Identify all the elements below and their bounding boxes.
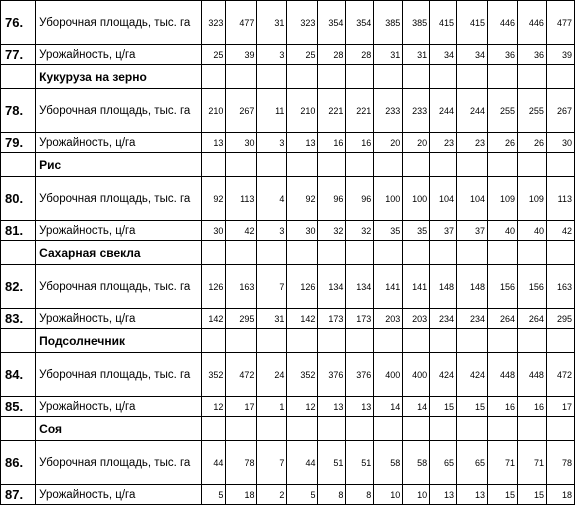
- value-cell: 25: [287, 45, 318, 65]
- value-cell: 255: [518, 89, 547, 133]
- value-cell: 104: [457, 177, 488, 221]
- empty-cell: [374, 65, 403, 89]
- value-cell: 234: [430, 309, 457, 329]
- table-row: [1, 309, 575, 329]
- value-cell: 134: [346, 265, 374, 309]
- value-cell: 78: [226, 441, 257, 485]
- value-cell: 233: [374, 89, 403, 133]
- value-cell: 26: [488, 133, 518, 153]
- indicator-label: Уборочная площадь, тыс. га: [36, 441, 201, 485]
- empty-cell: [457, 153, 488, 177]
- empty-cell: [546, 329, 574, 353]
- value-cell: 400: [403, 353, 430, 397]
- table-row: [1, 265, 575, 309]
- value-cell: 141: [374, 265, 403, 309]
- value-cell: 424: [457, 353, 488, 397]
- value-cell: 109: [488, 177, 518, 221]
- value-cell: 264: [518, 309, 547, 329]
- section-title: Подсолнечник: [36, 329, 201, 353]
- value-cell: 203: [374, 309, 403, 329]
- empty-cell: [518, 65, 547, 89]
- value-cell: 15: [457, 397, 488, 417]
- indicator-label: Уборочная площадь, тыс. га: [36, 1, 201, 45]
- empty-cell: [346, 65, 374, 89]
- value-cell: 148: [430, 265, 457, 309]
- section-title: Сахарная свекла: [36, 241, 201, 265]
- table-row: [1, 45, 575, 65]
- indicator-label: Уборочная площадь, тыс. га: [36, 265, 201, 309]
- value-cell: 28: [346, 45, 374, 65]
- value-cell: 8: [346, 485, 374, 505]
- value-cell: 92: [287, 177, 318, 221]
- empty-cell: [226, 65, 257, 89]
- empty-cell: [201, 329, 226, 353]
- table-row: [1, 89, 575, 133]
- value-cell: 126: [201, 265, 226, 309]
- value-cell: 295: [226, 309, 257, 329]
- value-cell: 18: [546, 485, 574, 505]
- value-cell: 39: [226, 45, 257, 65]
- value-cell: 32: [318, 221, 346, 241]
- value-cell: 267: [226, 89, 257, 133]
- value-cell: 100: [403, 177, 430, 221]
- empty-cell: [226, 329, 257, 353]
- value-cell: 210: [287, 89, 318, 133]
- empty-cell: [403, 241, 430, 265]
- empty-cell: [546, 241, 574, 265]
- value-cell: 16: [518, 397, 547, 417]
- value-cell: 203: [403, 309, 430, 329]
- value-cell: 34: [430, 45, 457, 65]
- value-cell: 354: [318, 1, 346, 45]
- empty-cell: [226, 417, 257, 441]
- empty-cell: [374, 329, 403, 353]
- value-cell: 31: [374, 45, 403, 65]
- value-cell: 448: [518, 353, 547, 397]
- value-cell: 39: [546, 45, 574, 65]
- value-cell: 58: [403, 441, 430, 485]
- row-number-cell: [1, 241, 36, 265]
- value-cell: 11: [257, 89, 287, 133]
- value-cell: 78: [546, 441, 574, 485]
- value-cell: 113: [226, 177, 257, 221]
- value-cell: 37: [457, 221, 488, 241]
- value-cell: 415: [430, 1, 457, 45]
- value-cell: 100: [374, 177, 403, 221]
- empty-cell: [287, 241, 318, 265]
- value-cell: 264: [488, 309, 518, 329]
- value-cell: 472: [546, 353, 574, 397]
- indicator-label: Урожайность, ц/га: [36, 45, 201, 65]
- indicator-label: Урожайность, ц/га: [36, 133, 201, 153]
- value-cell: 8: [318, 485, 346, 505]
- value-cell: 3: [257, 221, 287, 241]
- value-cell: 3: [257, 45, 287, 65]
- section-header-row: [1, 329, 575, 353]
- value-cell: 13: [457, 485, 488, 505]
- value-cell: 23: [430, 133, 457, 153]
- value-cell: 233: [403, 89, 430, 133]
- value-cell: 12: [201, 397, 226, 417]
- value-cell: 92: [201, 177, 226, 221]
- row-number: 86.: [1, 441, 36, 485]
- value-cell: 44: [201, 441, 226, 485]
- value-cell: 18: [226, 485, 257, 505]
- empty-cell: [346, 329, 374, 353]
- value-cell: 7: [257, 265, 287, 309]
- value-cell: 4: [257, 177, 287, 221]
- value-cell: 15: [518, 485, 547, 505]
- value-cell: 35: [374, 221, 403, 241]
- empty-cell: [346, 241, 374, 265]
- value-cell: 20: [374, 133, 403, 153]
- value-cell: 12: [287, 397, 318, 417]
- empty-cell: [488, 417, 518, 441]
- table-row: [1, 397, 575, 417]
- value-cell: 3: [257, 133, 287, 153]
- value-cell: 109: [518, 177, 547, 221]
- value-cell: 35: [403, 221, 430, 241]
- value-cell: 28: [318, 45, 346, 65]
- empty-cell: [488, 153, 518, 177]
- empty-cell: [488, 65, 518, 89]
- value-cell: 221: [346, 89, 374, 133]
- empty-cell: [318, 241, 346, 265]
- empty-cell: [518, 153, 547, 177]
- empty-cell: [403, 329, 430, 353]
- table-row: [1, 221, 575, 241]
- row-number: 81.: [1, 221, 36, 241]
- value-cell: 5: [201, 485, 226, 505]
- indicator-label: Урожайность, ц/га: [36, 485, 201, 505]
- value-cell: 163: [546, 265, 574, 309]
- value-cell: 13: [346, 397, 374, 417]
- value-cell: 10: [403, 485, 430, 505]
- value-cell: 13: [201, 133, 226, 153]
- value-cell: 71: [518, 441, 547, 485]
- value-cell: 36: [518, 45, 547, 65]
- empty-cell: [346, 417, 374, 441]
- row-number-cell: [1, 65, 36, 89]
- empty-cell: [518, 241, 547, 265]
- empty-cell: [318, 417, 346, 441]
- empty-cell: [457, 65, 488, 89]
- value-cell: 31: [403, 45, 430, 65]
- value-cell: 210: [201, 89, 226, 133]
- value-cell: 51: [346, 441, 374, 485]
- value-cell: 96: [346, 177, 374, 221]
- value-cell: 244: [430, 89, 457, 133]
- indicator-label: Уборочная площадь, тыс. га: [36, 177, 201, 221]
- value-cell: 36: [488, 45, 518, 65]
- value-cell: 13: [287, 133, 318, 153]
- value-cell: 472: [226, 353, 257, 397]
- value-cell: 24: [257, 353, 287, 397]
- value-cell: 113: [546, 177, 574, 221]
- value-cell: 156: [518, 265, 547, 309]
- empty-cell: [518, 417, 547, 441]
- empty-cell: [403, 153, 430, 177]
- value-cell: 20: [403, 133, 430, 153]
- value-cell: 40: [518, 221, 547, 241]
- value-cell: 142: [287, 309, 318, 329]
- empty-cell: [318, 329, 346, 353]
- value-cell: 295: [546, 309, 574, 329]
- value-cell: 477: [226, 1, 257, 45]
- value-cell: 58: [374, 441, 403, 485]
- empty-cell: [346, 153, 374, 177]
- empty-cell: [374, 417, 403, 441]
- table-row: [1, 1, 575, 45]
- value-cell: 352: [201, 353, 226, 397]
- value-cell: 30: [201, 221, 226, 241]
- value-cell: 415: [457, 1, 488, 45]
- value-cell: 255: [488, 89, 518, 133]
- value-cell: 26: [518, 133, 547, 153]
- table-row: [1, 485, 575, 505]
- empty-cell: [430, 329, 457, 353]
- empty-cell: [546, 153, 574, 177]
- value-cell: 448: [488, 353, 518, 397]
- row-number: 76.: [1, 1, 36, 45]
- empty-cell: [488, 241, 518, 265]
- value-cell: 30: [546, 133, 574, 153]
- empty-cell: [257, 241, 287, 265]
- empty-cell: [318, 65, 346, 89]
- value-cell: 16: [318, 133, 346, 153]
- value-cell: 23: [457, 133, 488, 153]
- value-cell: 42: [226, 221, 257, 241]
- section-header-row: [1, 417, 575, 441]
- value-cell: 15: [430, 397, 457, 417]
- empty-cell: [374, 241, 403, 265]
- empty-cell: [257, 417, 287, 441]
- value-cell: 104: [430, 177, 457, 221]
- value-cell: 16: [488, 397, 518, 417]
- empty-cell: [257, 329, 287, 353]
- value-cell: 17: [226, 397, 257, 417]
- empty-cell: [201, 417, 226, 441]
- value-cell: 234: [457, 309, 488, 329]
- empty-cell: [430, 241, 457, 265]
- value-cell: 424: [430, 353, 457, 397]
- empty-cell: [257, 65, 287, 89]
- empty-cell: [403, 65, 430, 89]
- empty-cell: [546, 417, 574, 441]
- empty-cell: [287, 417, 318, 441]
- value-cell: 173: [318, 309, 346, 329]
- value-cell: 376: [346, 353, 374, 397]
- value-cell: 134: [318, 265, 346, 309]
- empty-cell: [403, 417, 430, 441]
- value-cell: 352: [287, 353, 318, 397]
- empty-cell: [287, 153, 318, 177]
- value-cell: 2: [257, 485, 287, 505]
- value-cell: 71: [488, 441, 518, 485]
- empty-cell: [430, 417, 457, 441]
- value-cell: 40: [488, 221, 518, 241]
- row-number-cell: [1, 417, 36, 441]
- value-cell: 14: [374, 397, 403, 417]
- empty-cell: [287, 329, 318, 353]
- value-cell: 477: [546, 1, 574, 45]
- table-body: [1, 1, 575, 505]
- value-cell: 32: [346, 221, 374, 241]
- value-cell: 446: [518, 1, 547, 45]
- value-cell: 34: [457, 45, 488, 65]
- empty-cell: [430, 153, 457, 177]
- row-number: 87.: [1, 485, 36, 505]
- table-row: [1, 441, 575, 485]
- value-cell: 141: [403, 265, 430, 309]
- row-number: 79.: [1, 133, 36, 153]
- value-cell: 44: [287, 441, 318, 485]
- value-cell: 15: [488, 485, 518, 505]
- indicator-label: Уборочная площадь, тыс. га: [36, 353, 201, 397]
- value-cell: 163: [226, 265, 257, 309]
- row-number: 82.: [1, 265, 36, 309]
- indicator-label: Урожайность, ц/га: [36, 309, 201, 329]
- value-cell: 10: [374, 485, 403, 505]
- empty-cell: [201, 153, 226, 177]
- value-cell: 51: [318, 441, 346, 485]
- value-cell: 30: [226, 133, 257, 153]
- empty-cell: [457, 329, 488, 353]
- value-cell: 31: [257, 309, 287, 329]
- indicator-label: Урожайность, ц/га: [36, 221, 201, 241]
- section-header-row: [1, 241, 575, 265]
- value-cell: 17: [546, 397, 574, 417]
- value-cell: 156: [488, 265, 518, 309]
- row-number-cell: [1, 329, 36, 353]
- value-cell: 446: [488, 1, 518, 45]
- value-cell: 14: [403, 397, 430, 417]
- empty-cell: [457, 241, 488, 265]
- value-cell: 65: [430, 441, 457, 485]
- value-cell: 25: [201, 45, 226, 65]
- table-row: [1, 177, 575, 221]
- table-row: [1, 133, 575, 153]
- value-cell: 42: [546, 221, 574, 241]
- value-cell: 267: [546, 89, 574, 133]
- section-title: Соя: [36, 417, 201, 441]
- value-cell: 221: [318, 89, 346, 133]
- value-cell: 376: [318, 353, 346, 397]
- empty-cell: [226, 241, 257, 265]
- value-cell: 385: [403, 1, 430, 45]
- row-number: 78.: [1, 89, 36, 133]
- value-cell: 148: [457, 265, 488, 309]
- empty-cell: [374, 153, 403, 177]
- value-cell: 323: [287, 1, 318, 45]
- indicator-label: Уборочная площадь, тыс. га: [36, 89, 201, 133]
- empty-cell: [257, 153, 287, 177]
- row-number: 84.: [1, 353, 36, 397]
- value-cell: 400: [374, 353, 403, 397]
- empty-cell: [430, 65, 457, 89]
- value-cell: 30: [287, 221, 318, 241]
- value-cell: 244: [457, 89, 488, 133]
- value-cell: 173: [346, 309, 374, 329]
- row-number: 77.: [1, 45, 36, 65]
- empty-cell: [518, 329, 547, 353]
- value-cell: 31: [257, 1, 287, 45]
- row-number-cell: [1, 153, 36, 177]
- section-title: Кукуруза на зерно: [36, 65, 201, 89]
- value-cell: 96: [318, 177, 346, 221]
- value-cell: 5: [287, 485, 318, 505]
- value-cell: 16: [346, 133, 374, 153]
- empty-cell: [457, 417, 488, 441]
- row-number: 83.: [1, 309, 36, 329]
- empty-cell: [488, 329, 518, 353]
- section-header-row: [1, 65, 575, 89]
- section-header-row: [1, 153, 575, 177]
- value-cell: 323: [201, 1, 226, 45]
- value-cell: 13: [430, 485, 457, 505]
- empty-cell: [546, 65, 574, 89]
- row-number: 80.: [1, 177, 36, 221]
- value-cell: 37: [430, 221, 457, 241]
- table-row: [1, 353, 575, 397]
- indicator-label: Урожайность, ц/га: [36, 397, 201, 417]
- empty-cell: [287, 65, 318, 89]
- value-cell: 126: [287, 265, 318, 309]
- value-cell: 65: [457, 441, 488, 485]
- value-cell: 354: [346, 1, 374, 45]
- empty-cell: [226, 153, 257, 177]
- value-cell: 385: [374, 1, 403, 45]
- empty-cell: [318, 153, 346, 177]
- value-cell: 142: [201, 309, 226, 329]
- value-cell: 13: [318, 397, 346, 417]
- value-cell: 7: [257, 441, 287, 485]
- row-number: 85.: [1, 397, 36, 417]
- empty-cell: [201, 65, 226, 89]
- value-cell: 1: [257, 397, 287, 417]
- empty-cell: [201, 241, 226, 265]
- section-title: Рис: [36, 153, 201, 177]
